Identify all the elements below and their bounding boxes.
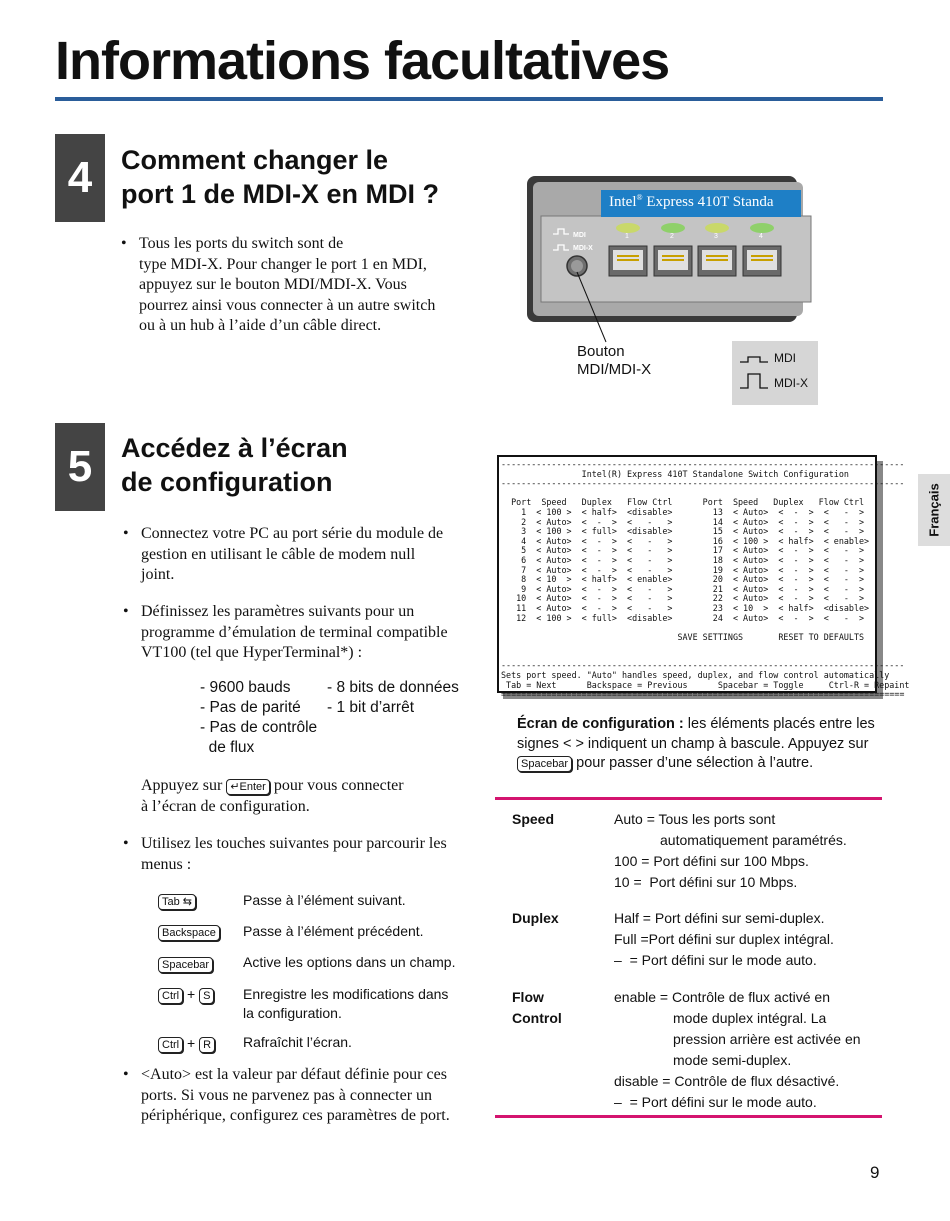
def-line: pression arrière est activée en (673, 1031, 861, 1047)
caption-line2: signes < > indiquent un champ à bascule. Appuyez sur (517, 735, 869, 752)
def-line: enable = Contrôle de flux activé en (614, 989, 830, 1005)
step-5-bullet-1 (123, 524, 481, 586)
def-line: – = Port défini sur le mode auto. (614, 952, 817, 968)
config-screen (497, 455, 910, 700)
switch-brand: Intel (609, 194, 637, 210)
step-4-bullet-line: pourrez ainsi vous connecter à un autre switch (139, 296, 436, 314)
key-ctrl-s: Ctrl + S (158, 986, 214, 1004)
enter-instruction (141, 776, 481, 817)
terminal-line: Intel(R) Express 410T Standalone Switch Configuration (501, 468, 849, 479)
terminal-line (501, 642, 873, 652)
step-5-heading-line1: Accédez à l’écran (121, 433, 348, 463)
flow-label: Flow (512, 989, 544, 1005)
port-number: 3 (714, 233, 718, 240)
r-key: R (199, 1037, 215, 1053)
backspace-key: Backspace (158, 925, 220, 941)
def-flow-label (512, 987, 562, 1029)
param-item: - 8 bits de données (327, 679, 459, 696)
terminal-line: 6 < Auto> < - > < - > 18 < Auto> < - > < - > (501, 554, 865, 565)
bullet-line: ports. Si vous ne parvenez pas à connecter un (141, 1086, 433, 1104)
ctrl-key: Ctrl (158, 988, 183, 1004)
terminal-line: -------------------------------------------------------------------------------- (501, 660, 905, 671)
step-5-number: 5 (55, 423, 105, 511)
mdi-legend-box (732, 341, 818, 405)
bullet-line: VT100 (tel que HyperTerminal*) : (141, 644, 363, 661)
def-line: Auto = Tous les ports sont (614, 811, 776, 827)
def-duplex-label (512, 908, 559, 929)
control-label: Control (512, 1010, 562, 1026)
language-tab (918, 474, 950, 546)
step-5-heading-line2: de configuration (121, 467, 333, 497)
step-4-bullet-line: ou à un hub à l’aide d’un câble direct. (139, 317, 382, 334)
switch-mdi-text: MDI (573, 232, 586, 239)
terminal-line: Port Speed Duplex Flow Ctrl Port Speed Duplex Flow Ctrl (501, 497, 865, 508)
step-4-heading (121, 143, 439, 211)
enter-key-label: Enter (239, 781, 266, 793)
param-item: - Pas de contrôle (200, 719, 318, 736)
callout-line2: MDI/MDI-X (577, 361, 652, 378)
param-item: de flux (200, 739, 255, 756)
switch-mdix-text: MDI-X (573, 245, 593, 252)
terminal-line: 2 < Auto> < - > < - > 14 < Auto> < - > < - > (501, 516, 865, 527)
mdi-legend-symbols (738, 349, 772, 393)
terminal-line: ================================================================================ (501, 689, 905, 700)
bullet-dot: • (123, 835, 129, 852)
spacebar-key: Spacebar (158, 957, 213, 973)
key-desc (243, 985, 448, 1023)
bullet-line: Connectez votre PC au port série du module de (141, 525, 444, 542)
def-speed-text (614, 809, 847, 893)
legend-mdi: MDI (774, 351, 796, 365)
key-desc: Active les options dans un champ. (243, 954, 456, 970)
config-caption (517, 715, 897, 774)
step-4-bullet-line: appuyez sur le bouton MDI/MDI-X. Vous (139, 276, 407, 293)
step-5-bullet-3 (123, 834, 481, 875)
duplex-label: Duplex (512, 910, 559, 926)
terminal-line: 12 < 100 > < full> <disable> 24 < Auto> < - > < - > (501, 612, 865, 623)
bullet-line: Utilisez les touches suivantes pour parcourir les (141, 835, 447, 852)
step-5-bullet-2 (123, 602, 481, 664)
terminal-line: 4 < Auto> < - > < - > 16 < 100 > < half> < enable> (501, 535, 870, 546)
page-title: Informations facultatives (55, 31, 670, 91)
step-4-heading-line1: Comment changer le (121, 145, 389, 175)
param-item: - 1 bit d’arrêt (327, 699, 415, 716)
tab-key-label: Tab (162, 896, 180, 908)
bullet-dot: • (123, 525, 129, 542)
step-4-bullet-line: type MDI-X. Pour changer le port 1 en MDI, (139, 255, 427, 273)
terminal-line: 1 < 100 > < half> <disable> 13 < Auto> < - > < - > (501, 506, 865, 517)
speed-label: Speed (512, 811, 555, 827)
legend-mdix: MDI-X (774, 376, 808, 390)
terminal-line: Sets port speed. "Auto" handles speed, duplex, and flow control automatically (501, 670, 890, 681)
param-item: - Pas de parité (200, 699, 301, 716)
def-speed-label (512, 809, 554, 830)
def-line: mode semi-duplex. (673, 1052, 792, 1068)
port-number: 4 (759, 233, 763, 240)
terminal-line: Tab = Next Backspace = Previous Spacebar = Toggle Ctrl-R = Repaint (501, 679, 910, 690)
def-line: Half = Port défini sur semi-duplex. (614, 910, 825, 926)
title-rule (55, 97, 883, 101)
port-number: 2 (670, 233, 674, 240)
caption-line3-rest: pour passer d’une sélection à l’autre. (576, 755, 814, 771)
step-5-heading (121, 431, 348, 499)
bullet-line: gestion en utilisant le câble de modem null (141, 545, 416, 563)
callout-line1: Bouton (577, 343, 625, 360)
enter-line1 (141, 776, 481, 797)
key-desc: Passe à l’élément suivant. (243, 892, 406, 908)
terminal-line: 8 < 10 > < half> < enable> 20 < Auto> < - > < - > (501, 574, 865, 585)
bullet-line: Définissez les paramètres suivants pour un (141, 603, 415, 620)
def-duplex-text (614, 908, 834, 971)
tab-key: Tab ⇆ (158, 894, 196, 910)
key-desc-line: la configuration. (243, 1005, 342, 1021)
bullet-dot: • (123, 603, 129, 620)
key-desc: Rafraîchit l’écran. (243, 1034, 352, 1050)
step-5-bullet-4 (123, 1065, 486, 1127)
step-4-bullet (121, 234, 479, 337)
def-line: mode duplex intégral. La (673, 1010, 827, 1026)
step-4-heading-line2: port 1 de MDI-X en MDI ? (121, 179, 440, 209)
param-item: - 9600 bauds (200, 679, 291, 696)
caption-line1 (517, 715, 897, 735)
terminal-line: 11 < Auto> < - > < - > 23 < 10 > < half> <disable> (501, 602, 870, 613)
step-4-number: 4 (55, 134, 105, 222)
terminal-line: 10 < Auto> < - > < - > 22 < Auto> < - > < - > (501, 593, 865, 604)
switch-model: Express 410T Standa (646, 194, 774, 210)
def-line: – = Port défini sur le mode auto. (614, 1094, 817, 1110)
terminal-line: 5 < Auto> < - > < - > 17 < Auto> < - > < - > (501, 545, 865, 556)
terminal-line: 9 < Auto> < - > < - > 21 < Auto> < - > < - > (501, 583, 865, 594)
bullet-dot: • (121, 235, 127, 252)
bullet-line: joint. (141, 566, 175, 583)
ctrl-key: Ctrl (158, 1037, 183, 1053)
key-desc-line: Enregistre les modifications dans (243, 986, 449, 1002)
callout-line (570, 260, 610, 350)
bullet-dot: • (123, 1066, 129, 1083)
terminal-params-left (200, 678, 317, 758)
key-tab (158, 892, 196, 910)
bullet-line: <Auto> est la valeur par défaut définie pour ces (141, 1066, 447, 1083)
key-desc: Passe à l’élément précédent. (243, 923, 424, 939)
bullet-line: périphérique, configurez ces paramètres de port. (141, 1107, 450, 1124)
terminal-line: SAVE SETTINGS RESET TO DEFAULTS (501, 631, 865, 642)
terminal-line: -------------------------------------------------------------------------------- (501, 478, 905, 489)
step-4-bullet-line: Tous les ports du switch sont de (139, 235, 344, 252)
def-line: Full =Port défini sur duplex intégral. (614, 931, 834, 947)
caption-line1-rest: les éléments placés entre les (683, 716, 875, 732)
enter-key: ↵Enter (226, 779, 270, 795)
spacebar-key: Spacebar (517, 756, 572, 772)
terminal-line: 7 < Auto> < - > < - > 19 < Auto> < - > < - > (501, 564, 865, 575)
def-line: disable = Contrôle de flux désactivé. (614, 1073, 840, 1089)
table-bottom-rule (495, 1115, 882, 1118)
def-line: 100 = Port défini sur 100 Mbps. (614, 853, 809, 869)
page-number: 9 (870, 1163, 880, 1182)
enter-before-text: Appuyez sur (141, 777, 223, 794)
s-key: S (199, 988, 214, 1004)
mdi-button-callout (577, 343, 651, 379)
language-tab-label: Français (926, 483, 942, 537)
key-spacebar (158, 955, 213, 973)
def-line: 10 = Port défini sur 10 Mbps. (614, 874, 798, 890)
bullet-line: menus : (141, 855, 192, 873)
enter-after-text: pour vous connecter (273, 777, 404, 794)
terminal-params-right (327, 678, 459, 718)
def-line: automatiquement paramétrés. (660, 832, 847, 848)
terminal-line: 3 < 100 > < full> <disable> 15 < Auto> < - > < - > (501, 526, 865, 537)
caption-line3 (517, 754, 897, 774)
caption-bold: Écran de configuration : (517, 716, 684, 732)
def-flow-text (614, 987, 861, 1113)
enter-line2: à l’écran de configuration. (141, 797, 310, 815)
port-number: 1 (625, 233, 629, 240)
table-top-rule (495, 797, 882, 800)
switch-illustration (527, 176, 787, 322)
bullet-line: programme d’émulation de terminal compatible (141, 623, 448, 641)
key-ctrl-r: Ctrl + R (158, 1035, 215, 1053)
switch-label: Intel® Express 410T Standa (609, 193, 774, 210)
terminal-line: -------------------------------------------------------------------------------- (501, 459, 905, 469)
key-backspace (158, 923, 220, 941)
